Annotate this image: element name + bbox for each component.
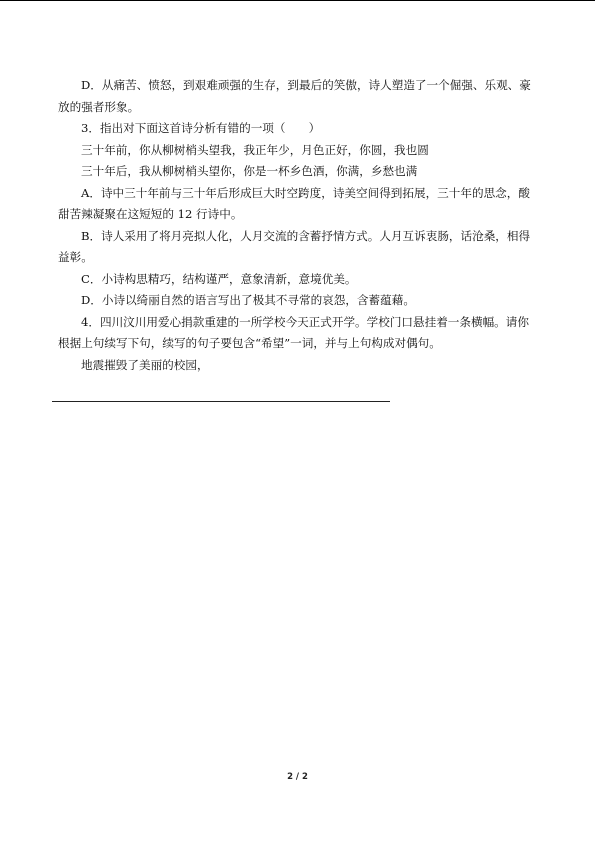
header-rule [0,0,595,1]
question-3: 3．指出对下面这首诗分析有错的一项（ ） [81,121,321,135]
option-d-q2: D．从痛苦、愤怒，到艰难顽强的生存，到最后的笑傲，诗人塑造了一个倔强、乐观、豪放的强者形象。 [58,78,531,114]
option-a: A．诗中三十年前与三十年后形成巨大时空跨度，诗美空间得到拓展，三十年的思念，酸甜苦辣凝聚在这短短的 12 行诗中。 [58,185,530,221]
answer-blank-line[interactable] [52,401,390,402]
poem-line-2: 三十年后，我从柳树梢头望你，你是一杯乡色酒，你满，乡愁也满 [81,164,418,178]
option-b: B．诗人采用了将月亮拟人化，人月交流的含蓄抒情方式。人月互诉衷肠，话沧桑，相得益彰。 [58,228,531,264]
option-d: D．小诗以绮丽自然的语言写出了极其不寻常的哀怨，含蓄蕴藉。 [81,293,415,307]
poem-line-1: 三十年前，你从柳树梢头望我，我正年少，月色正好，你圆，我也圆 [81,142,429,157]
page-number: 2 / 2 [287,772,308,782]
couplet-first-line: 地震摧毁了美丽的校园， [81,357,209,372]
question-4: 4．四川汶川用爱心捐款重建的一所学校今天正式开学。学校门口悬挂着一条横幅。请你根据上句续写下句，续写的句子要包含“希望”一词，并与上句构成对偶句。 [58,314,529,350]
document-body [58,75,538,376]
option-c: C．小诗构思精巧，结构谨严，意象清新，意境优美。 [81,271,357,286]
